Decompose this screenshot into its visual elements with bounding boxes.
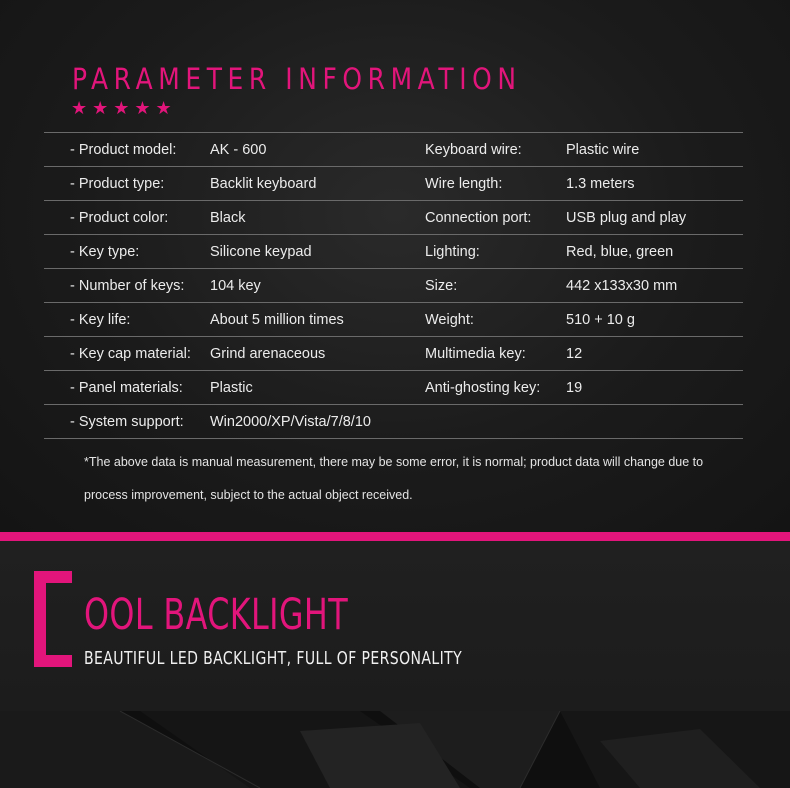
rating-stars: ★★★★★ (71, 98, 177, 118)
spec-row (44, 133, 743, 167)
spec-label: - Key cap material: (70, 346, 191, 362)
spec-table (44, 132, 743, 439)
spec-value: Plastic wire (566, 142, 640, 158)
spec-value: AK - 600 (210, 142, 267, 158)
spec-label: Weight: (425, 312, 474, 328)
spec-value: Silicone keypad (210, 244, 312, 260)
spec-label: - Number of keys: (70, 278, 185, 294)
spec-value: Plastic (210, 380, 253, 396)
feature-subtitle: BEAUTIFUL LED BACKLIGHT, FULL OF PERSONALITY (84, 648, 463, 669)
spec-value: Win2000/XP/Vista/7/8/10 (210, 414, 371, 430)
spec-value: 19 (566, 380, 583, 396)
spec-row (44, 371, 743, 405)
spec-label: Keyboard wire: (425, 142, 522, 158)
spec-label: Connection port: (425, 210, 532, 226)
spec-label: - Product model: (70, 142, 177, 158)
keyboard-photo (0, 711, 790, 788)
keyboard-graphic (0, 711, 790, 788)
spec-label: - System support: (70, 414, 184, 430)
spec-value: 1.3 meters (566, 176, 635, 192)
spec-row (44, 405, 743, 439)
spec-label: Lighting: (425, 244, 480, 260)
spec-value: About 5 million times (210, 312, 344, 328)
spec-label: - Panel materials: (70, 380, 183, 396)
spec-row (44, 167, 743, 201)
spec-value: 12 (566, 346, 583, 362)
spec-value: Black (210, 210, 246, 226)
spec-value: Backlit keyboard (210, 176, 317, 192)
spec-value: Red, blue, green (566, 244, 674, 260)
spec-label: Multimedia key: (425, 346, 526, 362)
spec-row (44, 337, 743, 371)
disclaimer-note: *The above data is manual measurement, there may be some error, it is normal; product data will change due to process improvement, subject to the actual object received. (84, 455, 704, 502)
spec-value: Grind arenaceous (210, 346, 326, 362)
spec-label: Wire length: (425, 176, 503, 192)
spec-value: 510 + 10 g (566, 312, 635, 328)
spec-row (44, 235, 743, 269)
spec-label: Size: (425, 278, 458, 294)
spec-value: 442 x133x30 mm (566, 278, 678, 294)
section-title: PARAMETER INFORMATION (72, 62, 522, 96)
spec-value: 104 key (210, 278, 261, 294)
spec-label: - Key type: (70, 244, 140, 260)
spec-row (44, 201, 743, 235)
feature-title: OOL BACKLIGHT (84, 590, 349, 640)
spec-row (44, 303, 743, 337)
spec-label: - Product color: (70, 210, 169, 226)
accent-divider (0, 532, 790, 541)
spec-value: USB plug and play (566, 210, 687, 226)
big-letter-c (34, 571, 72, 667)
spec-label: - Key life: (70, 312, 131, 328)
spec-row (44, 269, 743, 303)
spec-label: Anti-ghosting key: (425, 380, 541, 396)
spec-label: - Product type: (70, 176, 165, 192)
